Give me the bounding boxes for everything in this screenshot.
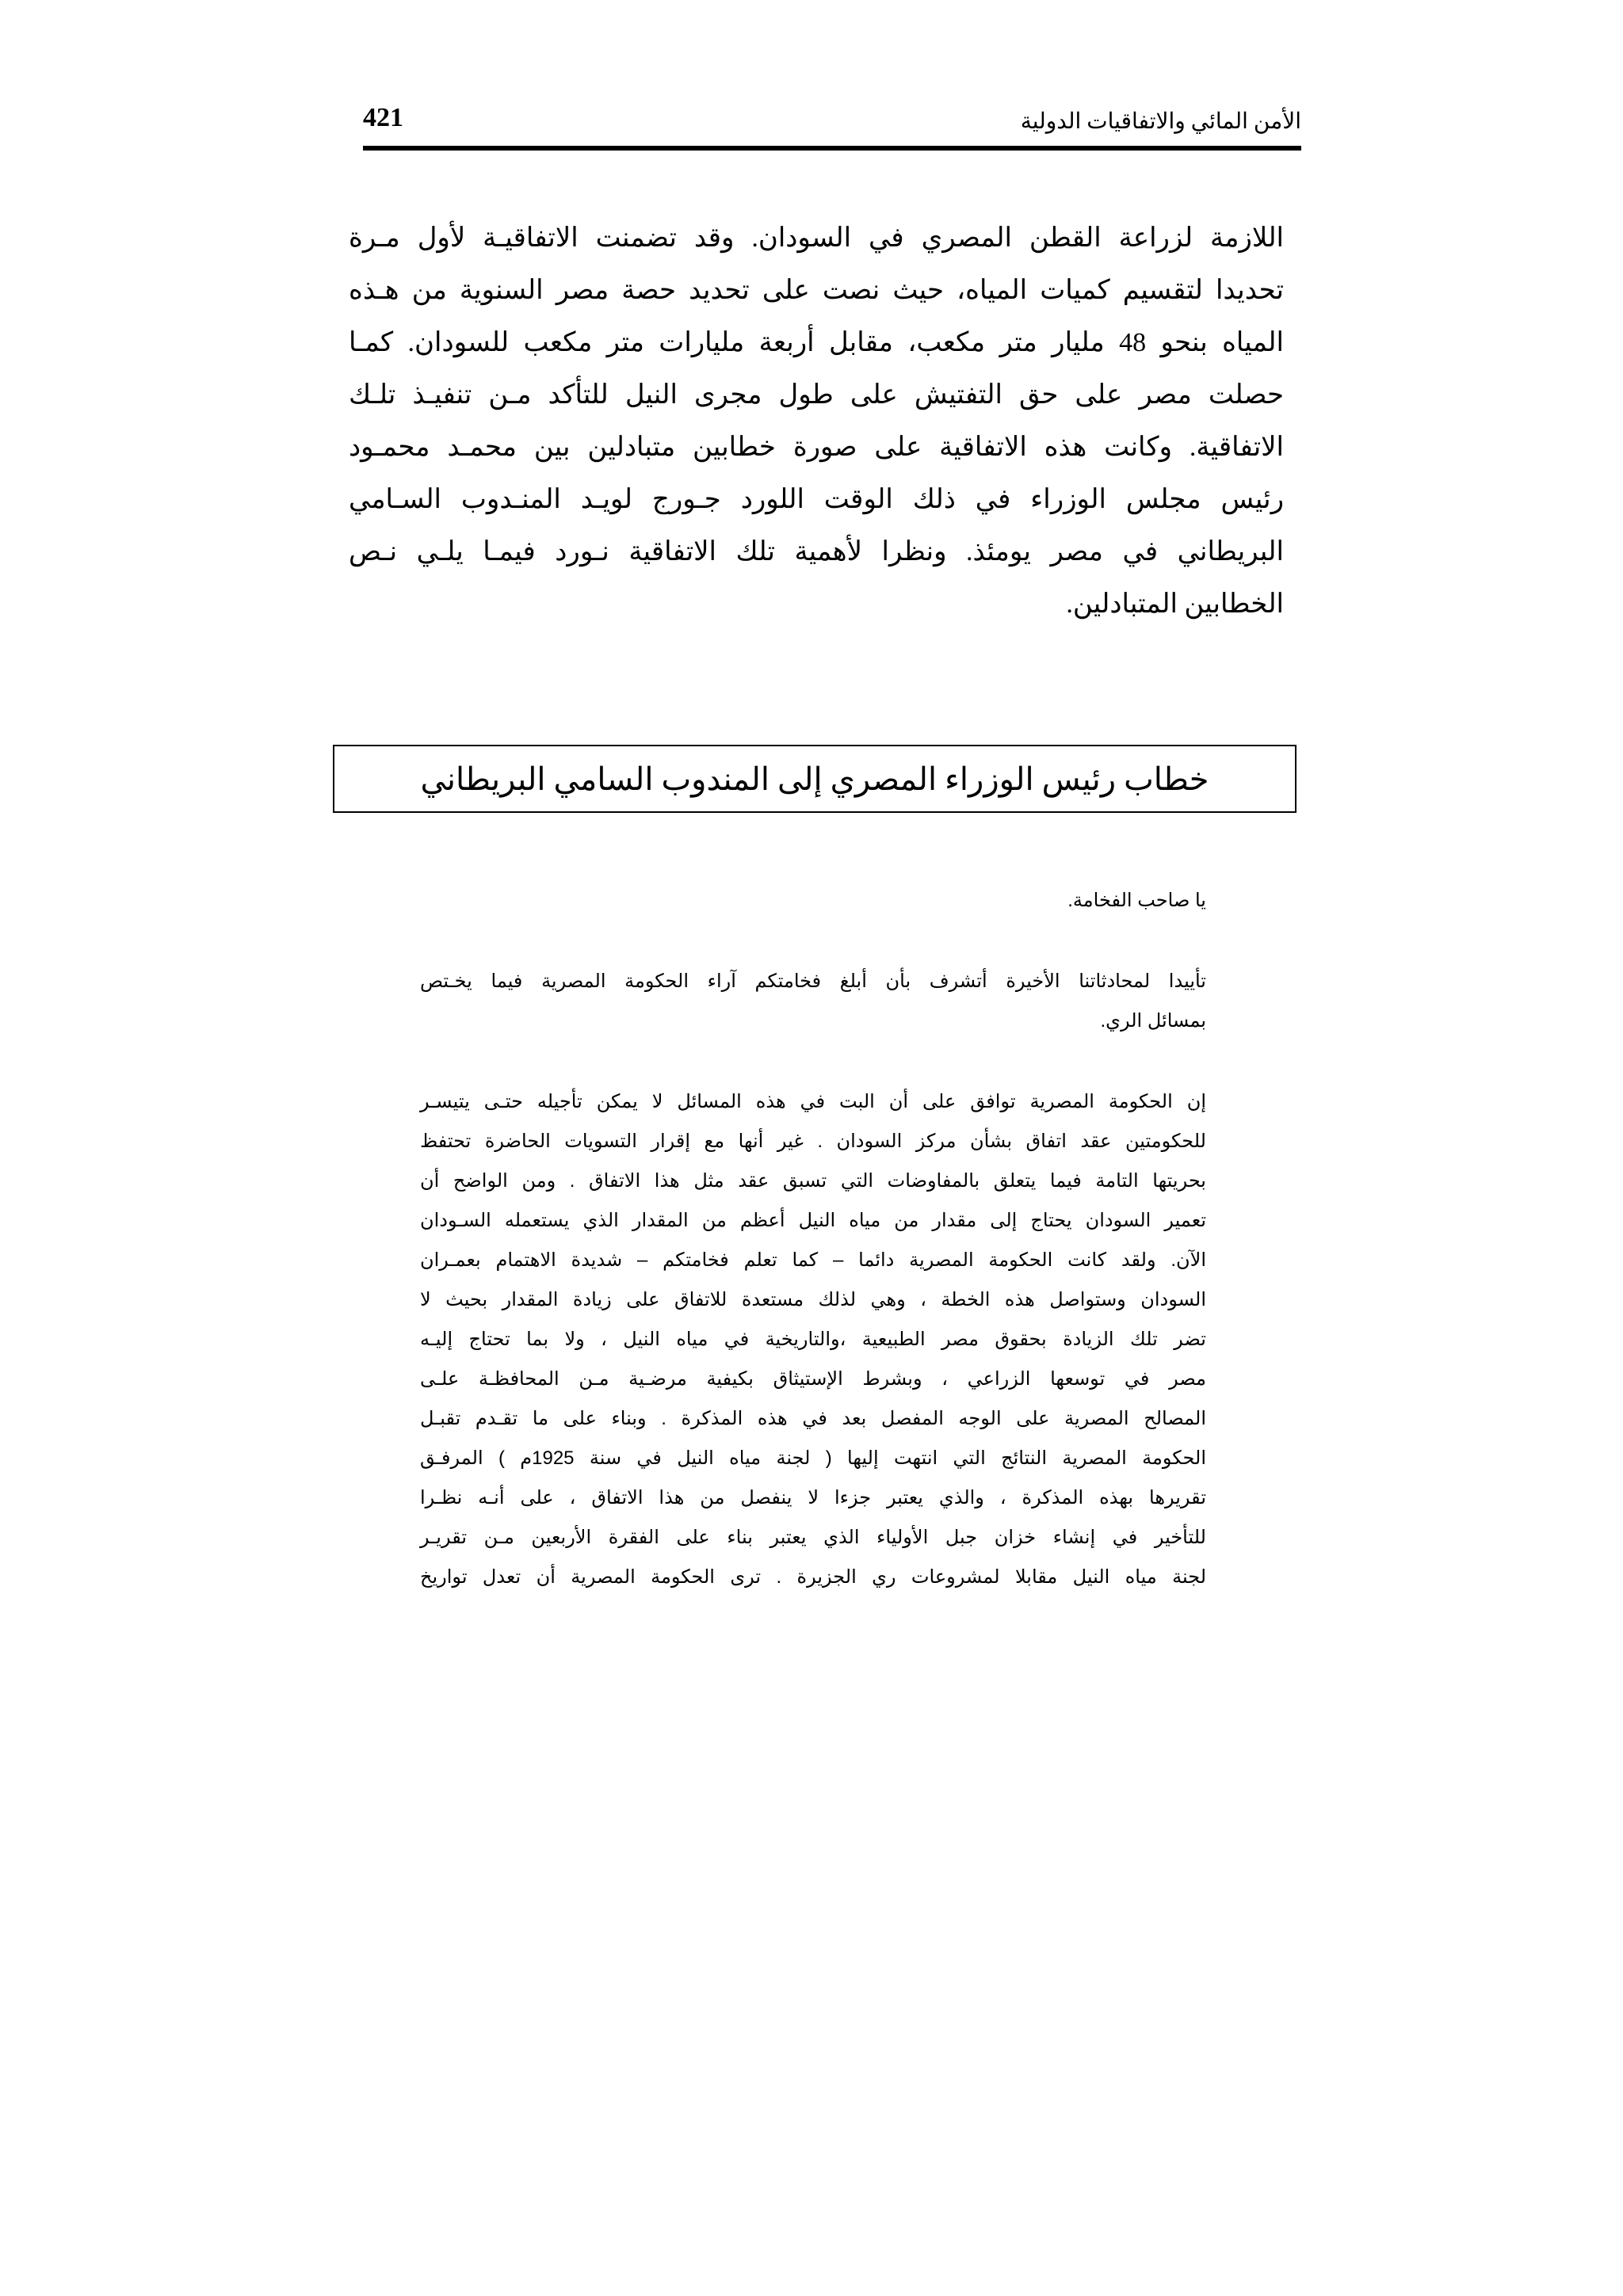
letter-line: تضر تلك الزيادة بحقوق مصر الطبيعية ،والتاريخية في مياه النيل ، ولا بما تحتاج إليـه <box>420 1329 1206 1350</box>
letter-line: تأييدا لمحادثاتنا الأخيرة أتشرف بأن أبلغ فخامتكم آراء الحكومة المصرية فيما يخـتص <box>420 971 1206 992</box>
section-heading-text: خطاب رئيس الوزراء المصري إلى المندوب السامي البريطاني <box>420 761 1209 797</box>
letter-line: تعمير السودان يحتاج إلى مقدار من مياه النيل أعظم من المقدار الذي يستعمله السـودان <box>420 1210 1206 1231</box>
intro-line: المياه بنحو 48 مليار متر مكعب، مقابل أربعة مليارات متر مكعب للسودان. كمـا <box>349 328 1284 357</box>
letter-line: بحريتها التامة فيما يتعلق بالمفاوضات التي تسبق عقد مثل هذا الاتفاق . ومن الواضح أن <box>420 1170 1206 1192</box>
intro-line: الاتفاقية. وكانت هذه الاتفاقية على صورة خطابين متبادلين بين محمـد محمـود <box>349 433 1284 462</box>
letter-line: للتأخير في إنشاء خزان جبل الأولياء الذي يعتبر بناء على الفقرة الأربعين مـن تقريـر <box>420 1527 1206 1548</box>
intro-line: حصلت مصر على حق التفتيش على طول مجرى النيل للتأكد مـن تنفيـذ تلـك <box>349 380 1284 410</box>
page-header <box>363 101 1301 149</box>
letter-salutation <box>420 881 1206 921</box>
intro-line: اللازمة لزراعة القطن المصري في السودان. وقد تضمنت الاتفاقيـة لأول مـرة <box>349 223 1284 253</box>
letter-line: مصر في توسعها الزراعي ، وبشرط الإستيثاق بكيفية مرضـية مـن المحافظـة علـى <box>420 1368 1206 1390</box>
page-number: 421 <box>363 103 403 132</box>
intro-paragraph <box>349 212 1284 631</box>
intro-line: رئيس مجلس الوزراء في ذلك الوقت اللورد جـورج لويـد المنـدوب السـامي <box>349 485 1284 514</box>
salutation-line: يا صاحب الفخامة. <box>1067 890 1206 911</box>
letter-line: السودان وستواصل هذه الخطة ، وهي لذلك مستعدة للاتفاق على زيادة المقدار بحيث لا <box>420 1289 1206 1310</box>
letter-paragraph-2 <box>420 1082 1206 1597</box>
letter-paragraph-1 <box>420 962 1206 1041</box>
header-rule <box>363 146 1301 151</box>
letter-line: إن الحكومة المصرية توافق على أن البت في هذه المسائل لا يمكن تأجيله حتـى يتيسـر <box>420 1091 1206 1112</box>
boxed-section-heading <box>333 745 1296 813</box>
letter-line: لجنة مياه النيل مقابلا لمشروعات ري الجزيرة . ترى الحكومة المصرية أن تعدل تواريخ <box>420 1566 1207 1588</box>
letter-line: الآن. ولقد كانت الحكومة المصرية دائما – كما تعلم فخامتكم – شديدة الاهتمام بعمـران <box>420 1249 1206 1271</box>
letter-line: الحكومة المصرية النتائج التي انتهت إليها ( لجنة مياه النيل في سنة 1925م ) المرفـق <box>420 1447 1206 1469</box>
letter-line: للحكومتين عقد اتفاق بشأن مركز السودان . غير أنها مع إقرار التسويات الحاضرة تحتفظ <box>420 1131 1206 1152</box>
letter-line: تقريرها بهذه المذكرة ، والذي يعتبر جزءا لا ينفصل من هذا الاتفاق ، على أنـه نظـرا <box>420 1487 1206 1508</box>
running-title: الأمن المائي والاتفاقيات الدولية <box>1020 109 1301 134</box>
intro-line: البريطاني في مصر يومئذ. ونظرا لأهمية تلك الاتفاقية نـورد فيمـا يلـي نـص <box>349 537 1284 566</box>
letter-line: المصالح المصرية على الوجه المفصل بعد في هذه المذكرة . وبناء على ما تقـدم تقبـل <box>420 1408 1206 1429</box>
intro-line: تحديدا لتقسيم كميات المياه، حيث نصت على تحديد حصة مصر السنوية من هـذه <box>349 276 1284 305</box>
intro-line: الخطابين المتبادلين. <box>1066 589 1284 619</box>
letter-line: بمسائل الري. <box>1100 1010 1206 1032</box>
